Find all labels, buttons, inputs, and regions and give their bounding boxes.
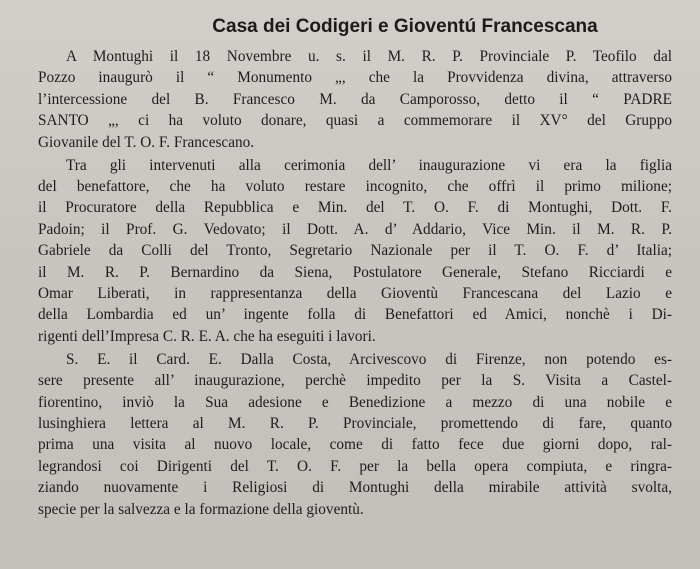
text-line: lusinghiera lettera al M. R. P. Provinciale, promettendo di fare, quanto (38, 414, 672, 432)
text-line: Omar Liberati, in rappresentanza della Gioventù Francescana del Lazio e (38, 284, 672, 302)
text-line: Gabriele da Colli del Tronto, Segretario Nazionale per il T. O. F. d’ Italia; (38, 242, 672, 260)
paragraph-2 (38, 155, 672, 348)
text-line: sere presente all’ inaugurazione, perchè impedito per la S. Visita a Castel- (38, 372, 672, 390)
article-body (38, 46, 672, 521)
text-line: della Lombardia ed un’ ingente folla di Benefattori ed Amici, nonchè i Di- (38, 306, 672, 324)
text-line: SANTO „, ci ha voluto donare, quasi a commemorare il XV° del Gruppo (38, 112, 672, 130)
text-line: specie per la salvezza e la formazione della gioventù. (38, 500, 364, 518)
text-line: il M. R. P. Bernardino da Siena, Postulatore Generale, Stefano Ricciardi e (38, 263, 672, 281)
text-line: il Procuratore della Repubblica e Min. del T. O. F. di Montughi, Dott. F. (38, 199, 672, 217)
text-line: del benefattore, che ha voluto restare incognito, che offrì il primo milione; (38, 177, 672, 195)
text-line: Pozzo inaugurò il “ Monumento „, che la Provvidenza divina, attraverso (38, 69, 672, 87)
text-line: l’intercessione del B. Francesco M. da Camporosso, detto il “ PADRE (38, 90, 672, 108)
text-line: prima una visita al nuovo locale, come di fatto fece due giorni dopo, ral- (38, 436, 672, 454)
text-line: ziando nuovamente i Religiosi di Montughi della mirabile attività svolta, (38, 479, 672, 497)
text-line: fiorentino, inviò la Sua adesione e Benedizione a mezzo di una nobile e (38, 393, 672, 411)
paragraph-1 (38, 46, 672, 153)
paragraph-3 (38, 349, 672, 520)
text-line: A Montughi il 18 Novembre u. s. il M. R. P. Provinciale P. Teofilo dal (66, 48, 672, 65)
text-line: Tra gli intervenuti alla cerimonia dell’ inaugurazione vi era la figlia (66, 156, 672, 174)
article-title: Casa dei Codigeri e Gioventú Francescana (212, 16, 598, 37)
text-line: S. E. il Card. E. Dalla Costa, Arcivescovo di Firenze, non potendo es- (66, 350, 672, 368)
text-line: legrandosi coi Dirigenti del T. O. F. per la bella opera compiuta, e ringra- (38, 457, 672, 475)
text-line: rigenti dell’Impresa C. R. E. A. che ha eseguiti i lavori. (38, 327, 376, 345)
text-line: Giovanile del T. O. F. Francescano. (38, 133, 255, 151)
text-line: Padoin; il Prof. G. Vedovato; il Dott. A. d’ Addario, Vice Min. il M. R. P. (38, 220, 672, 238)
